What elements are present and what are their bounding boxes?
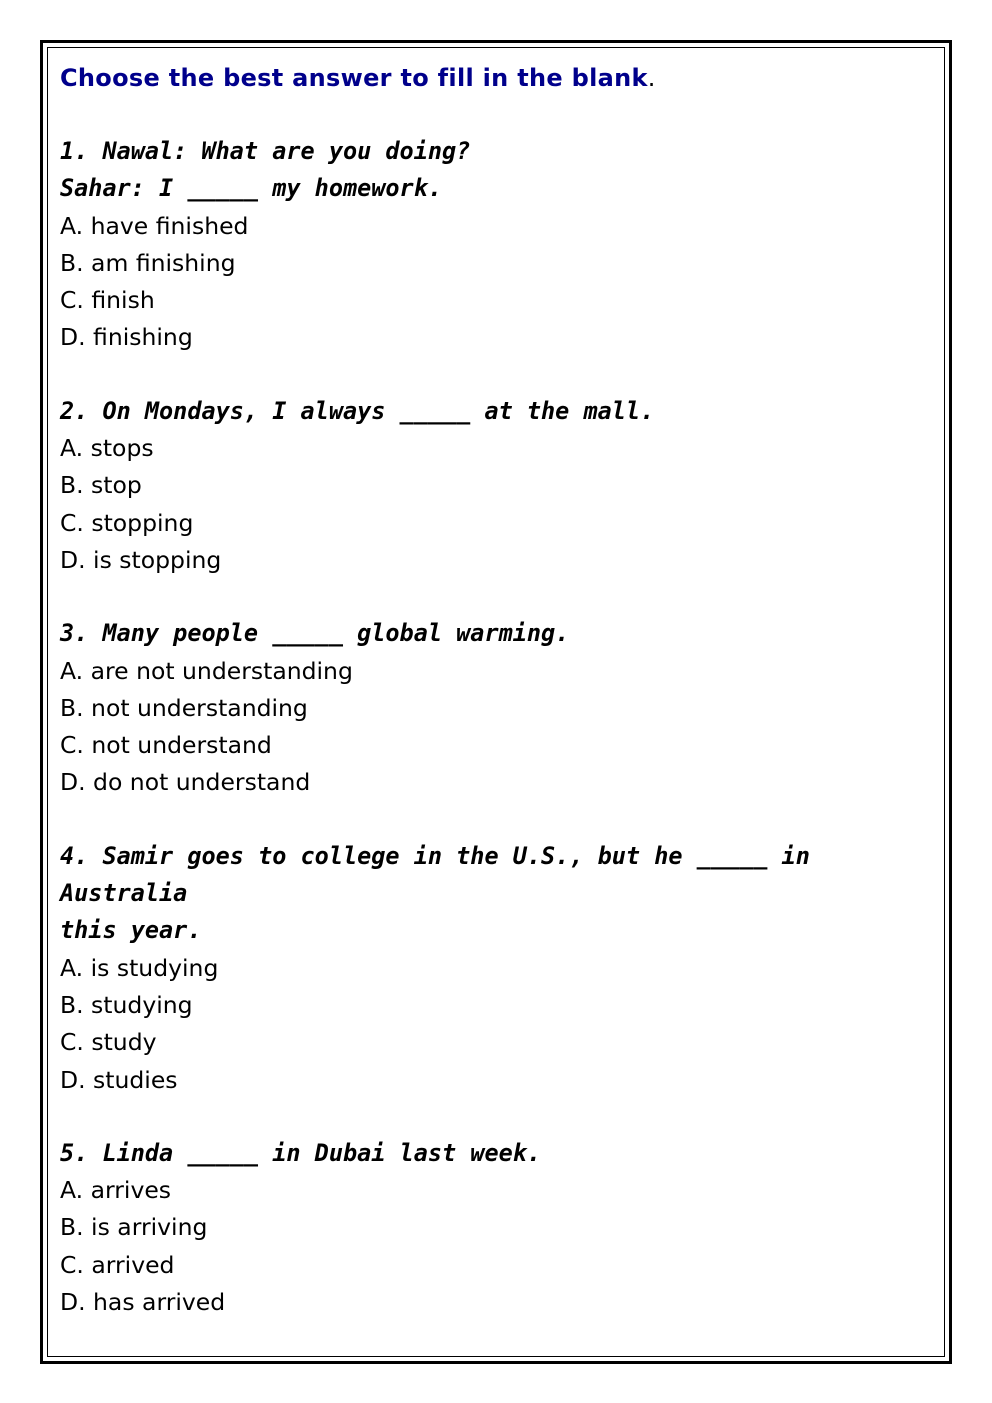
- question-stem-line: this year.: [60, 916, 202, 945]
- answer-option: C. not understand: [60, 731, 272, 760]
- answer-option: B. am finishing: [60, 248, 236, 277]
- answer-option: B. stop: [60, 471, 142, 500]
- answer-option: D. do not understand: [60, 768, 311, 797]
- answer-option: A. are not understanding: [60, 656, 353, 685]
- answer-option: B. is arriving: [60, 1213, 208, 1242]
- answer-option: C. study: [60, 1028, 157, 1057]
- answer-option: A. is studying: [60, 953, 219, 982]
- answer-option: D. has arrived: [60, 1288, 226, 1317]
- answer-option: A. stops: [60, 434, 154, 463]
- question-3: [60, 615, 920, 801]
- question-5: [60, 1135, 920, 1321]
- answer-option: B. not understanding: [60, 693, 308, 722]
- worksheet-content: [60, 58, 920, 1357]
- answer-option: A. arrives: [60, 1176, 172, 1205]
- question-stem-line: 4. Samir goes to college in the U.S., but he _____ in Australia: [60, 841, 825, 908]
- question-2: [60, 393, 920, 579]
- answer-option: D. studies: [60, 1065, 178, 1094]
- question-stem-line: 3. Many people _____ global warming.: [60, 619, 570, 648]
- question-stem-line: 2. On Mondays, I always _____ at the mall.: [60, 396, 655, 425]
- instruction-text: Choose the best answer to fill in the blank: [60, 64, 648, 92]
- answer-option: A. have finished: [60, 211, 249, 240]
- answer-option: C. stopping: [60, 508, 194, 537]
- answer-option: D. finishing: [60, 323, 193, 352]
- answer-option: C. arrived: [60, 1250, 175, 1279]
- answer-option: B. studying: [60, 990, 193, 1019]
- question-1: [60, 133, 920, 357]
- answer-option: C. finish: [60, 286, 155, 315]
- answer-option: D. is stopping: [60, 545, 222, 574]
- question-stem-line: 1. Nawal: What are you doing?: [60, 137, 471, 165]
- question-stem-line: 5. Linda _____ in Dubai last week.: [60, 1138, 542, 1167]
- instruction-heading: [60, 58, 920, 98]
- question-stem-line: Sahar: I _____ my homework.: [60, 174, 443, 203]
- question-4: [60, 838, 920, 1099]
- instruction-period: .: [647, 64, 656, 92]
